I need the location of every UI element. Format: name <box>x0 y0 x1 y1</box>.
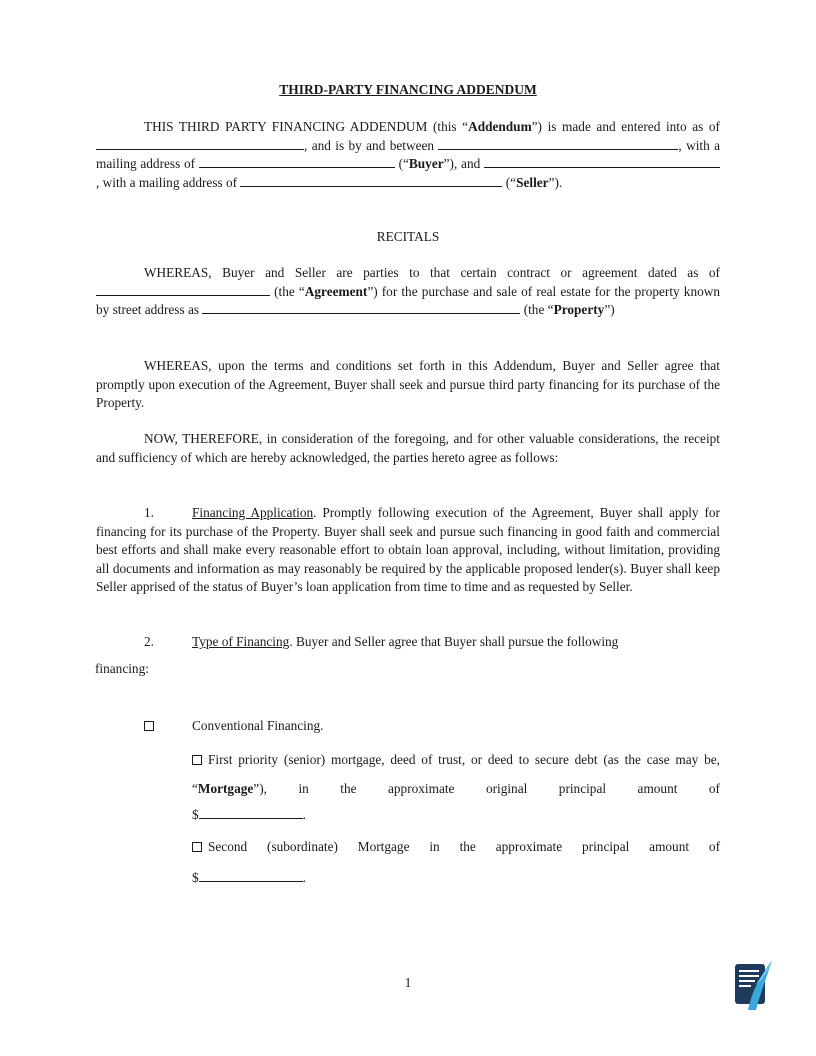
section-1-text: . Promptly following execution of the Agreement, Buyer shall apply for financing for its purchase of the Property. Buyer shall seek and pursue such financing in good faith and commercial best efforts and shall make every reasonable effort to obtain loan approval, including, without limitation, providing all documents and information as may reasonably be required by the applicable proposed lender(s). Buyer shall keep Seller apprised of the status of Buyer’s loan application from time to time and as requested by Seller. <box>96 505 720 594</box>
intro-text: , with a mailing address of <box>96 174 238 190</box>
seller-name-blank[interactable] <box>484 155 720 168</box>
agreement-date-blank[interactable] <box>96 283 270 296</box>
seller-address-blank[interactable] <box>240 174 502 187</box>
second-mortgage-amount-blank[interactable] <box>199 869 303 882</box>
addendum-term: Addendum <box>468 119 532 134</box>
second-mortgage-text: Second (subordinate) Mortgage in the approximate principal amount of <box>208 839 720 854</box>
dollar-sign: $ <box>192 870 199 885</box>
buyer-address-blank[interactable] <box>199 155 395 168</box>
first-mortgage-checkbox[interactable] <box>192 755 202 765</box>
intro-text: , with a mailing address of <box>96 137 721 171</box>
intro-text: , and is by and between <box>304 137 435 153</box>
section-2-continuation: financing: <box>95 661 149 676</box>
period: . <box>302 807 306 822</box>
second-mortgage-option <box>192 832 720 861</box>
whereas-text: WHEREAS, Buyer and Seller are parties to that certain contract or agreement dated as of <box>144 265 720 280</box>
whereas-paragraph-1 <box>96 264 720 320</box>
formsbank-logo-icon <box>734 958 774 1012</box>
whereas-text: (the “ <box>274 283 305 299</box>
first-mortgage-text: ”), in the approximate original principal amount of <box>253 781 720 796</box>
intro-paragraph <box>96 118 720 192</box>
section-1 <box>96 504 720 597</box>
intro-text: ”). <box>548 174 563 190</box>
recitals-heading: RECITALS <box>376 229 440 244</box>
mortgage-term: Mortgage <box>197 781 254 796</box>
dollar-sign: $ <box>192 807 199 822</box>
buyer-name-blank[interactable] <box>438 137 678 150</box>
whereas-text: (the “ <box>523 302 554 317</box>
first-mortgage-text: First priority (senior) mortgage, deed of trust, or deed to secure debt (as the case may be, “ <box>192 752 720 796</box>
agreement-term: Agreement <box>304 283 368 299</box>
page-number: 1 <box>404 975 412 990</box>
date-blank[interactable] <box>96 137 304 150</box>
section-1-heading: Financing Application <box>192 505 314 520</box>
whereas-text: ”) <box>604 302 615 317</box>
first-mortgage-option <box>192 745 720 803</box>
conventional-financing-checkbox[interactable] <box>144 721 154 731</box>
first-mortgage-amount-blank[interactable] <box>199 806 303 819</box>
property-term: Property <box>553 302 605 317</box>
intro-text: (“ <box>505 174 517 190</box>
section-1-number: 1. <box>144 505 154 520</box>
whereas-text: ”) for the purchase and sale of real estate for the property known by street address as <box>96 283 721 317</box>
second-mortgage-checkbox[interactable] <box>192 842 202 852</box>
now-therefore-paragraph: NOW, THEREFORE, in consideration of the foregoing, and for other valuable considerations, the receipt and sufficiency of which are hereby acknowledged, the parties hereto agree as follows: <box>96 431 720 465</box>
conventional-financing-label: Conventional Financing. <box>192 718 324 733</box>
first-mortgage-amount <box>192 806 306 823</box>
intro-text: ”) is made and entered into as of <box>531 119 720 134</box>
seller-term: Seller <box>516 174 549 190</box>
intro-text: THIS THIRD PARTY FINANCING ADDENDUM (this “ <box>144 119 469 134</box>
section-2 <box>96 633 720 652</box>
intro-text: (“ <box>398 156 409 171</box>
period: . <box>302 870 306 885</box>
buyer-term: Buyer <box>408 156 444 171</box>
section-2-heading: Type of Financing <box>192 634 290 649</box>
intro-text: ”), and <box>443 156 481 171</box>
section-2-text: . Buyer and Seller agree that Buyer shall pursue the following <box>289 634 619 649</box>
section-2-number: 2. <box>144 634 154 649</box>
street-address-blank[interactable] <box>202 301 520 314</box>
document-title: THIRD-PARTY FINANCING ADDENDUM <box>279 82 537 97</box>
conventional-financing-option[interactable] <box>144 718 160 734</box>
second-mortgage-amount <box>192 869 306 886</box>
whereas-paragraph-2: WHEREAS, upon the terms and conditions set forth in this Addendum, Buyer and Seller agree that promptly upon execution of the Agreement, Buyer shall seek and pursue third party financing for its purchase of the Property. <box>96 358 720 410</box>
